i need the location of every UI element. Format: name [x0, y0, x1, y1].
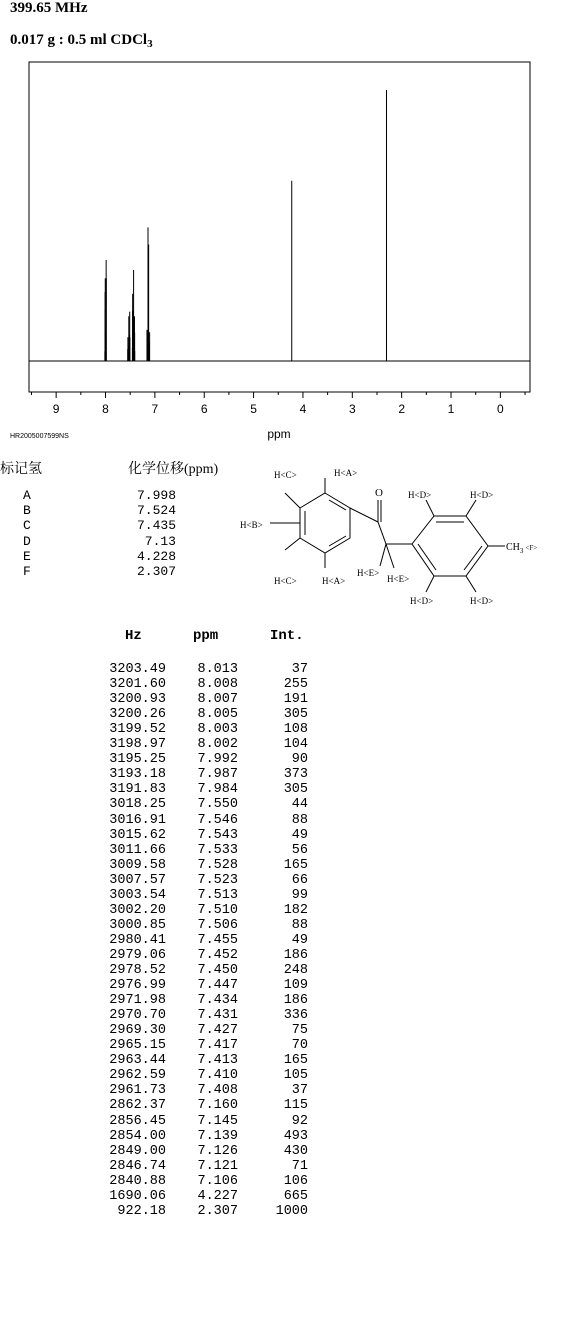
peak-shift-ppm: 7.510: [197, 902, 238, 918]
x-tick-label: 7: [151, 402, 159, 416]
peak-frequency-hz: 3199.52: [109, 722, 166, 738]
peak-frequency-hz: 2979.06: [109, 947, 166, 963]
peak-intensity: 56: [291, 842, 308, 858]
peak-shift-ppm: 4.227: [197, 1188, 238, 1204]
hz-column-header: Hz: [125, 628, 142, 644]
x-tick-label: 3: [348, 402, 356, 416]
sample-text: 0.017 g : 0.5 ml CDCl: [10, 32, 148, 48]
h-d-label-top-right: H<D>: [470, 490, 494, 500]
peak-frequency-hz: 3198.97: [109, 737, 166, 753]
peak-frequency-hz: 3191.83: [109, 782, 166, 798]
molecule-structure: [230, 458, 560, 618]
x-tick-label: 6: [200, 402, 208, 416]
peak-frequency-hz: 3018.25: [109, 797, 166, 813]
peak-frequency-hz: 2849.00: [109, 1143, 166, 1159]
peak-intensity: 88: [291, 917, 308, 933]
peak-frequency-hz: 3009.58: [109, 857, 166, 873]
peak-intensity: 493: [283, 1128, 308, 1144]
peak-intensity: 99: [291, 887, 308, 903]
peak-frequency-hz: 3016.91: [109, 812, 166, 828]
peak-frequency-hz: 2846.74: [109, 1158, 166, 1174]
h-c-label-top: H<C>: [274, 470, 297, 480]
x-tick-label: 4: [299, 402, 307, 416]
peak-intensity: 75: [291, 1023, 308, 1039]
peak-frequency-hz: 2965.15: [109, 1038, 166, 1054]
peak-shift-ppm: 7.455: [197, 932, 238, 948]
peak-frequency-hz: 3201.60: [109, 677, 166, 693]
h-d-label-bottom-left: H<D>: [410, 596, 434, 606]
proton-label: D: [23, 533, 31, 549]
peak-frequency-hz: 3203.49: [109, 662, 166, 677]
x-tick-label: 5: [250, 402, 257, 416]
peak-frequency-hz: 3193.18: [109, 767, 166, 783]
sample-id: HR2005007599NS: [10, 433, 69, 440]
peak-intensity: 70: [291, 1038, 308, 1054]
peak-frequency-hz: 2969.30: [109, 1023, 166, 1039]
h-b-label: H<B>: [240, 520, 263, 530]
peak-shift-ppm: 2.307: [197, 1203, 238, 1219]
peak-intensity: 430: [283, 1143, 308, 1159]
proton-label: F: [23, 564, 31, 579]
h-e-label-left: H<E>: [357, 568, 380, 578]
peak-intensity: 105: [283, 1068, 308, 1084]
chemical-shift: 7.435: [136, 518, 176, 534]
peak-intensity: 104: [283, 737, 308, 753]
proton-label: A: [23, 488, 31, 503]
x-axis-tick-labels: [53, 402, 504, 416]
peak-shift-ppm: 7.447: [197, 978, 238, 994]
proton-label: C: [23, 518, 31, 534]
peak-intensity: 165: [283, 857, 308, 873]
x-tick-label: 0: [497, 402, 504, 416]
peak-intensity: 49: [291, 932, 308, 948]
peak-shift-ppm: 7.417: [197, 1038, 238, 1054]
x-axis-ticks: [31, 392, 525, 398]
peak-frequency-hz: 2961.73: [109, 1083, 166, 1099]
peak-intensity: 186: [283, 993, 308, 1009]
peak-intensity: 88: [291, 812, 308, 828]
peak-frequency-hz: 3195.25: [109, 752, 166, 768]
peak-shift-ppm: 7.513: [197, 887, 238, 903]
peak-shift-ppm: 7.550: [197, 797, 238, 813]
peak-frequency-hz: 3200.93: [109, 692, 166, 708]
peak-intensity: 182: [283, 902, 308, 918]
peak-shift-ppm: 8.013: [197, 662, 238, 677]
peak-shift-ppm: 7.139: [197, 1128, 238, 1144]
peak-shift-ppm: 8.005: [197, 707, 238, 723]
x-tick-label: 1: [447, 402, 455, 416]
peak-frequency-hz: 2862.37: [109, 1098, 166, 1114]
peak-shift-ppm: 7.145: [197, 1113, 238, 1129]
peak-shift-ppm: 7.452: [197, 947, 238, 963]
peak-intensity: 49: [291, 827, 308, 843]
proton-label: B: [23, 503, 31, 519]
peak-frequency-hz: 3000.85: [109, 917, 166, 933]
peak-shift-ppm: 7.427: [197, 1023, 238, 1039]
peak-frequency-hz: 3015.62: [109, 827, 166, 843]
peak-shift-ppm: 7.987: [197, 767, 238, 783]
peak-intensity: 336: [283, 1008, 308, 1024]
peak-shift-ppm: 7.408: [197, 1083, 238, 1099]
peak-intensity: 191: [283, 692, 308, 708]
peak-intensity: 1000: [275, 1203, 308, 1219]
spectrometer-frequency: 399.65 MHz: [10, 0, 88, 16]
peak-intensity: 90: [291, 752, 308, 768]
peak-frequency-hz: 3007.57: [109, 872, 166, 888]
peak-shift-ppm: 7.546: [197, 812, 238, 828]
peak-intensity: 305: [283, 707, 308, 723]
peak-shift-ppm: 7.450: [197, 963, 238, 978]
peak-intensity: 44: [291, 797, 308, 813]
h-d-label-bottom-right: H<D>: [470, 596, 494, 606]
peak-shift-ppm: 7.528: [197, 857, 238, 873]
peak-shift-ppm: 7.543: [197, 827, 238, 843]
x-tick-label: 2: [398, 402, 406, 416]
right-ring: [412, 500, 488, 592]
peak-frequency-hz: 2978.52: [109, 963, 166, 978]
peak-series: [105, 90, 387, 361]
peak-shift-ppm: 8.008: [197, 677, 238, 693]
sample-subscript: 3: [147, 38, 153, 50]
peak-shift-ppm: 7.160: [197, 1098, 238, 1114]
peak-intensity: 373: [283, 767, 308, 783]
peak-shift-ppm: 7.984: [197, 782, 238, 798]
peak-intensity: 92: [291, 1113, 308, 1129]
shift-column-header: 化学位移(ppm): [128, 462, 219, 477]
peak-shift-ppm: 7.410: [197, 1068, 238, 1084]
peak-intensity: 109: [283, 978, 308, 994]
x-tick-label: 8: [102, 402, 109, 416]
peak-shift-ppm: 7.992: [197, 752, 238, 768]
peak-frequency-hz: 3003.54: [109, 887, 166, 903]
peak-frequency-hz: 2856.45: [109, 1113, 166, 1129]
peak-intensity: 106: [283, 1173, 308, 1189]
peak-intensity: 165: [283, 1053, 308, 1069]
peak-intensity: 66: [291, 872, 308, 888]
peak-intensity: 37: [291, 662, 308, 677]
label-column-header: 标记氢: [0, 462, 42, 477]
peak-shift-ppm: 7.126: [197, 1143, 238, 1159]
peak-intensity: 108: [283, 722, 308, 738]
methyl-label: $CH_3$ $^{<F>}$: [506, 542, 538, 555]
chemical-shift: 7.998: [136, 488, 176, 503]
peak-shift-ppm: 7.431: [197, 1008, 238, 1024]
peak-intensity: 305: [283, 782, 308, 798]
peak-intensity: 115: [283, 1098, 308, 1114]
h-a-label-top: H<A>: [334, 468, 358, 478]
x-tick-label: 9: [52, 402, 60, 416]
peak-frequency-hz: 3200.26: [109, 707, 166, 723]
peak-intensity: 665: [283, 1188, 308, 1204]
plot-frame: [29, 62, 530, 392]
peak-frequency-hz: 922.18: [117, 1203, 166, 1219]
peak-frequency-hz: 2963.44: [109, 1053, 166, 1069]
peak-frequency-hz: 3002.20: [109, 902, 166, 918]
peak-intensity: 186: [283, 947, 308, 963]
h-d-label-top-left: H<D>: [408, 490, 432, 500]
peak-frequency-hz: 2976.99: [109, 978, 166, 994]
peak-shift-ppm: 7.506: [197, 917, 238, 933]
chemical-shift: 7.13: [144, 533, 176, 549]
peak-shift-ppm: 7.523: [197, 872, 238, 888]
peak-frequency-hz: 2840.88: [109, 1173, 166, 1189]
left-ring: [300, 493, 350, 553]
h-a-label-bottom: H<A>: [322, 576, 346, 586]
peak-frequency-hz: 2980.41: [109, 932, 166, 948]
peak-shift-ppm: 8.007: [197, 692, 238, 708]
h-e-label-right: H<E>: [387, 574, 410, 584]
peak-shift-ppm: 8.003: [197, 722, 238, 738]
ppm-column-header: ppm: [193, 628, 219, 644]
h-c-label-bottom: H<C>: [274, 576, 297, 586]
peak-frequency-hz: 3011.66: [109, 842, 166, 858]
peak-intensity: 248: [283, 963, 308, 978]
int-column-header: Int.: [270, 628, 304, 644]
proton-label: E: [23, 548, 31, 564]
peak-intensity: 37: [291, 1083, 308, 1099]
chemical-shift: 2.307: [136, 564, 176, 579]
peak-frequency-hz: 2854.00: [109, 1128, 166, 1144]
peak-intensity: 255: [283, 677, 308, 693]
peak-shift-ppm: 7.121: [197, 1158, 238, 1174]
peak-frequency-hz: 2962.59: [109, 1068, 166, 1084]
chemical-shift: 7.524: [136, 503, 176, 519]
peak-shift-ppm: 8.002: [197, 737, 238, 753]
x-axis-label: ppm: [267, 427, 291, 441]
peak-frequency-hz: 1690.06: [109, 1188, 166, 1204]
peak-intensity: 71: [291, 1158, 308, 1174]
peak-shift-ppm: 7.106: [197, 1173, 238, 1189]
peak-shift-ppm: 7.533: [197, 842, 238, 858]
nmr-spectrum-chart: [0, 0, 570, 450]
chemical-shift: 4.228: [136, 548, 176, 564]
oxygen-label: O: [375, 487, 383, 499]
peak-frequency-hz: 2970.70: [109, 1008, 166, 1024]
peak-frequency-hz: 2971.98: [109, 993, 166, 1009]
peak-shift-ppm: 7.413: [197, 1053, 238, 1069]
peak-shift-ppm: 7.434: [197, 993, 238, 1009]
